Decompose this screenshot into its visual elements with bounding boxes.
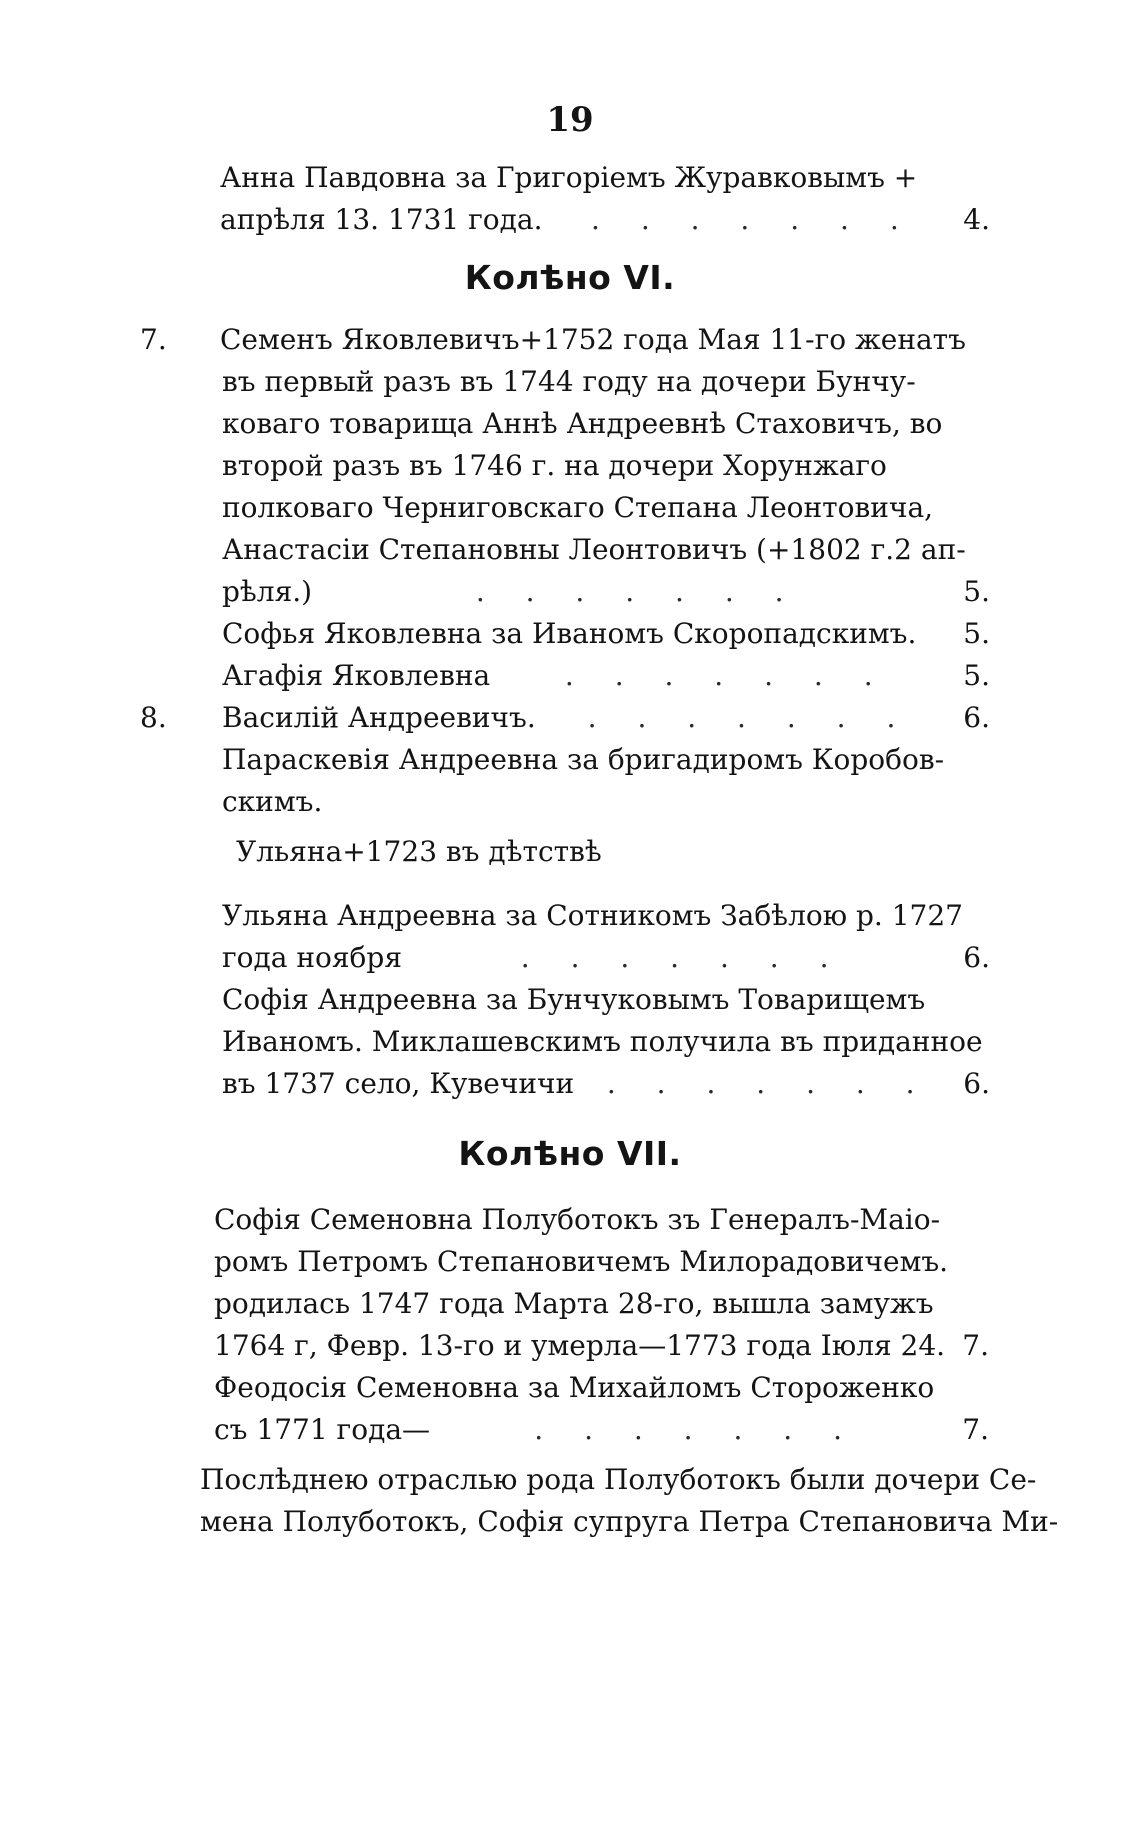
- leader-dots: . . . . . . .: [564, 659, 889, 692]
- section-heading-vii: Колѣно VII.: [458, 1134, 682, 1173]
- generation-ref: 5.: [963, 575, 990, 608]
- text-line: въ первый разъ въ 1744 году на дочери Бунчу-: [222, 365, 916, 398]
- leader-dots: . . . . . . .: [520, 941, 845, 974]
- text-line: Семенъ Яковлевичъ+1752 года Мая 11-го женатъ: [220, 323, 966, 356]
- generation-ref: 5.: [963, 659, 990, 692]
- leader-dots: . . . . . . .: [475, 575, 800, 608]
- text-line: Послѣднею отраслью рода Полуботокъ были дочери Се-: [200, 1463, 1037, 1496]
- text-line: Софія Андреевна за Бунчуковымъ Товарищемъ: [222, 983, 926, 1016]
- text-line: второй разъ въ 1746 г. на дочери Хорунжаго: [222, 449, 887, 482]
- entry-number: 7.: [140, 323, 167, 356]
- leader-dots: . . . . . . .: [606, 1067, 931, 1100]
- text-line: [222, 614, 990, 654]
- text-line: коваго товарища Аннѣ Андреевнѣ Стаховичъ, во: [222, 407, 943, 440]
- text-line: Софія Семеновна Полуботокъ зъ Генералъ-Маіо-: [214, 1203, 941, 1236]
- text-line: Анна Павдовна за Григоріемъ Журавковымъ +: [220, 161, 918, 194]
- generation-ref: 6.: [963, 701, 990, 734]
- text-line: [214, 1410, 989, 1450]
- page-number: 19: [546, 100, 594, 140]
- text-line: [214, 1326, 989, 1366]
- entry-text: апрѣля 13. 1731 года.: [220, 203, 543, 236]
- leader-dots: . . . . . . .: [534, 1413, 858, 1446]
- text-line: родилась 1747 года Марта 28-го, вышла замужъ: [214, 1287, 934, 1320]
- text-line: [222, 656, 990, 696]
- text-line: Ульяна Андреевна за Сотникомъ Забѣлою р. 1727: [222, 899, 963, 932]
- text-line: полковаго Черниговскаго Степана Леонтовича,: [222, 491, 934, 524]
- leader-dots: . . . . . . .: [591, 203, 915, 236]
- text-line: [222, 572, 990, 612]
- text-line: Феодосія Семеновна за Михайломъ Стороженко: [214, 1371, 935, 1404]
- entry-text: Василій Андреевичъ.: [222, 701, 536, 734]
- text-line: [222, 938, 990, 978]
- text-line: мена Полуботокъ, Софія супруга Петра Степановича Ми-: [200, 1505, 1059, 1538]
- generation-ref: 5.: [963, 617, 990, 650]
- section-heading-vi: Колѣно VI.: [464, 258, 676, 297]
- text-line: [222, 698, 990, 738]
- entry-text: Софья Яковлевна за Иваномъ Скоропадскимъ.: [222, 617, 917, 650]
- entry-text: съ 1771 года—: [214, 1413, 431, 1446]
- entry-text: года ноября: [222, 941, 402, 974]
- text-line: Анастасіи Степановны Леонтовичъ (+1802 г.2 ап-: [222, 533, 966, 566]
- entry-text: въ 1737 село, Кувечичи: [222, 1067, 575, 1100]
- leader-dots: . . . . . . .: [587, 701, 912, 734]
- text-line: Ульяна+1723 въ дѣтствѣ: [236, 835, 602, 868]
- text-line: [220, 200, 990, 240]
- text-line: [222, 1064, 990, 1104]
- entry-number: 8.: [140, 701, 167, 734]
- generation-ref: 6.: [963, 941, 990, 974]
- generation-ref: 7.: [962, 1413, 989, 1446]
- entry-text: 1764 г, Февр. 13-го и умерла—1773 года Іюля 24.: [214, 1329, 946, 1362]
- generation-ref: 6.: [963, 1067, 990, 1100]
- text-line: Иваномъ. Миклашевскимъ получила въ приданное: [222, 1025, 983, 1058]
- generation-ref: 7.: [962, 1329, 989, 1362]
- text-line: ромъ Петромъ Степановичемъ Милорадовичемъ.: [214, 1245, 949, 1278]
- text-line: скимъ.: [222, 785, 323, 818]
- entry-text: Агафія Яковлевна: [222, 659, 491, 692]
- text-line: Параскевія Андреевна за бригадиромъ Коробов-: [222, 743, 945, 776]
- generation-ref: 4.: [963, 203, 990, 236]
- entry-text: рѣля.): [222, 575, 313, 608]
